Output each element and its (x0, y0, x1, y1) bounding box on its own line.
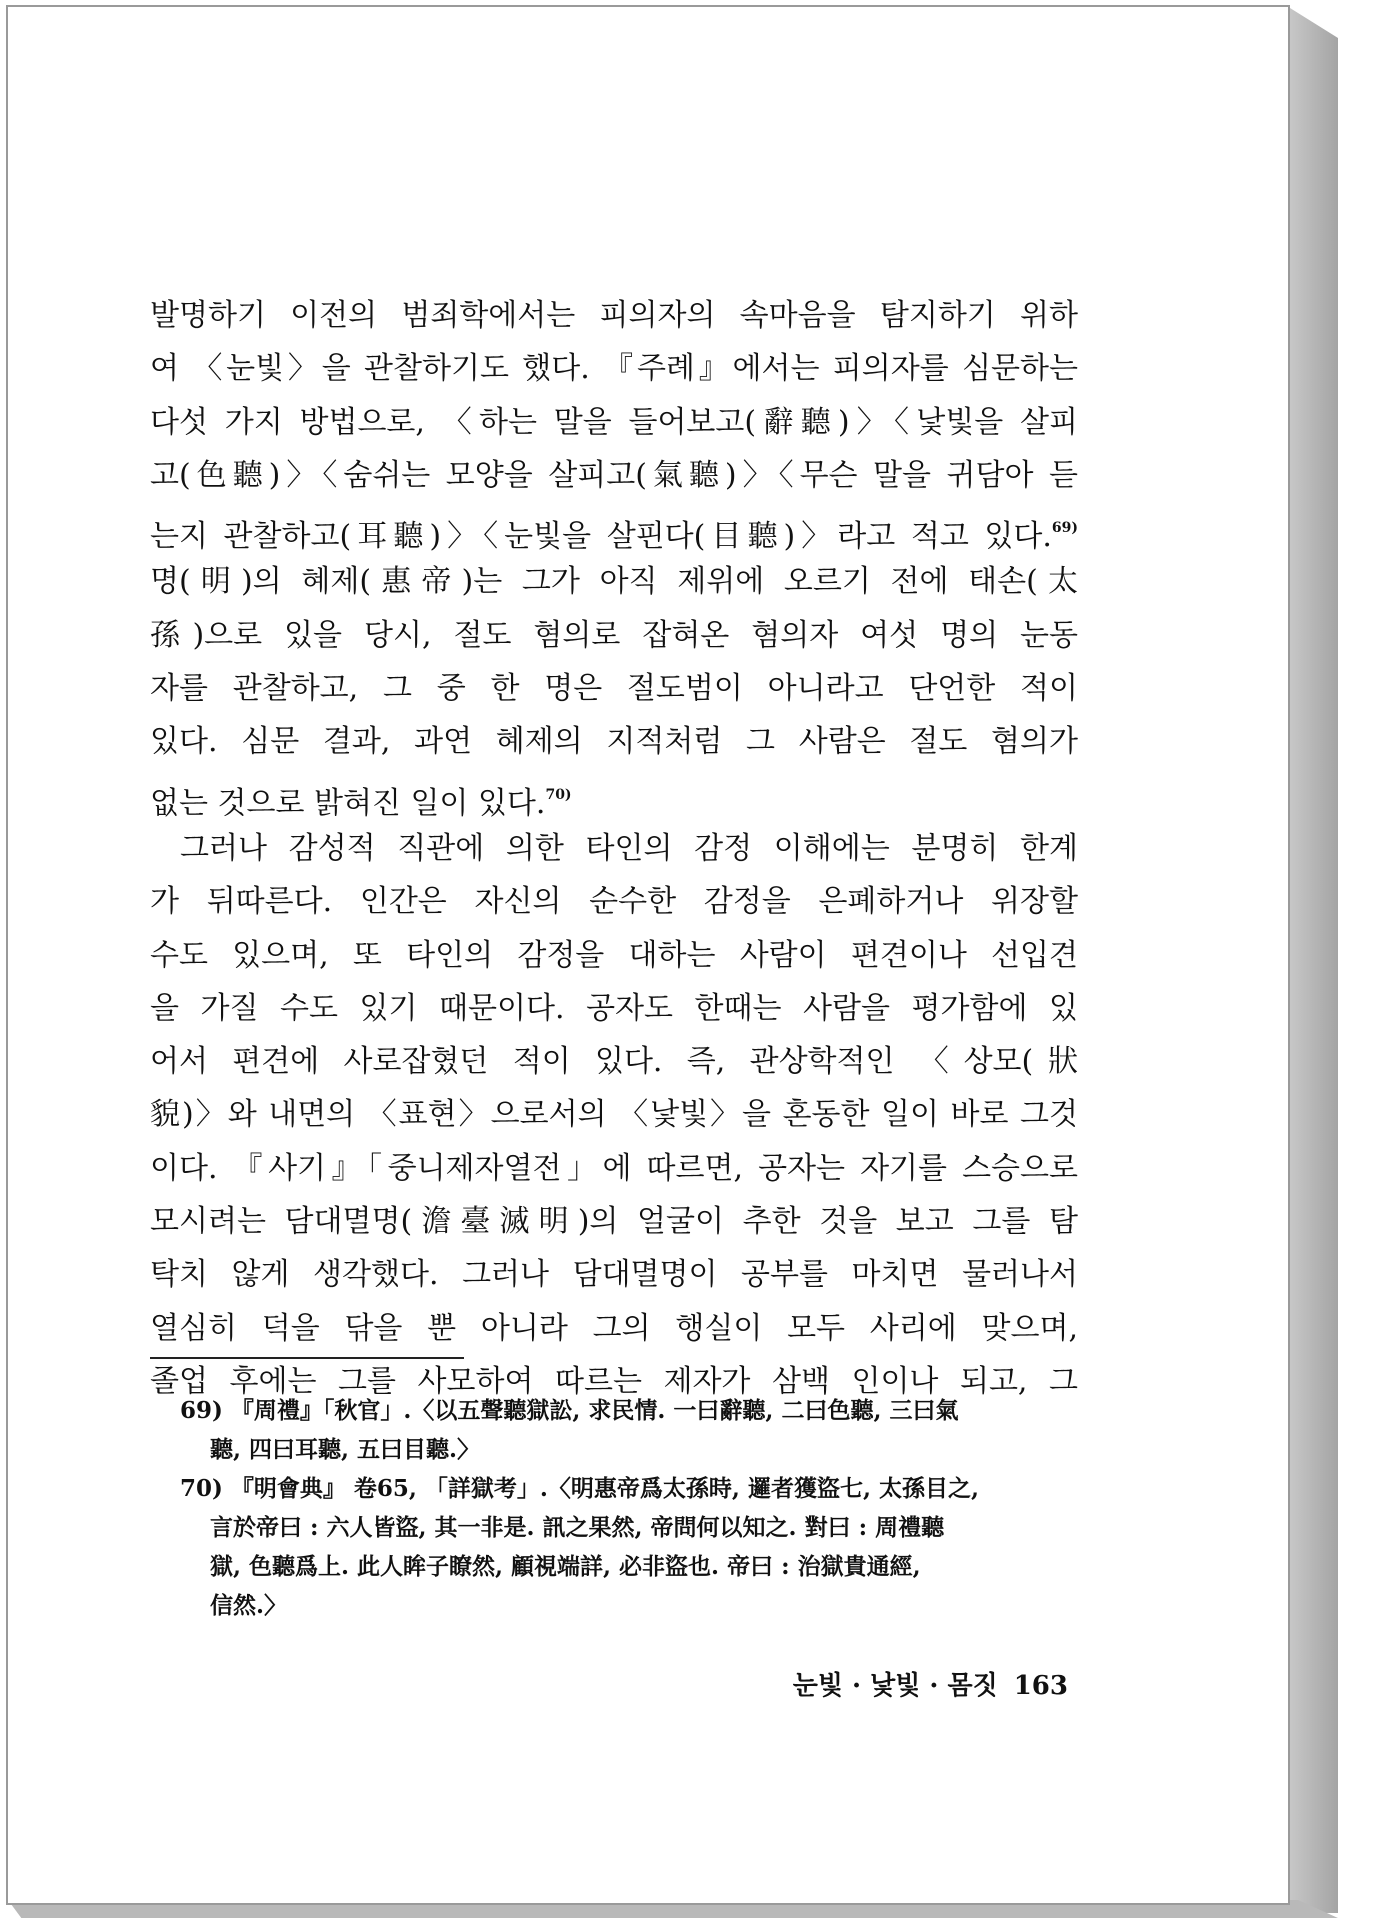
text-line: 다섯 가지 방법으로, 〈하는 말을 들어보고(辭聽)〉〈낯빛을 살피 (150, 404, 1078, 440)
footnote-line: 言於帝曰 : 六人皆盜, 其一非是. 訊之果然, 帝問何以知之. 對曰 : 周禮聽 (210, 1514, 945, 1541)
text-line: 가 뒤따른다. 인간은 자신의 순수한 감정을 은폐하거나 위장할 (150, 884, 1078, 920)
text-line: 열심히 덕을 닦을 뿐 아니라 그의 행실이 모두 사리에 맞으며, (150, 1310, 1078, 1346)
text-line: 여 〈눈빛〉을 관찰하기도 했다. 『주례』에서는 피의자를 심문하는 (150, 351, 1078, 387)
page-number: 163 (1013, 1671, 1068, 1701)
text-line: 貌)〉와 내면의 〈표현〉으로서의 〈낯빛〉을 혼동한 일이 바로 그것 (150, 1097, 1078, 1133)
text-line: 졸업 후에는 그를 사모하여 따르는 제자가 삼백 인이나 되고, 그 (150, 1363, 1078, 1399)
body-text (150, 289, 1078, 1408)
footnote-70 (180, 1469, 1070, 1625)
footnote-ref-70: 70) (545, 786, 572, 803)
text-line: 모시려는 담대멸명(澹臺滅明)의 얼굴이 추한 것을 보고 그를 탐 (150, 1204, 1078, 1240)
text-line: 없는 것으로 밝혀진 일이 있다. (150, 785, 546, 821)
text-line: 어서 편견에 사로잡혔던 적이 있다. 즉, 관상학적인 〈상모(狀 (150, 1044, 1078, 1080)
text-line: 발명하기 이전의 범죄학에서는 피의자의 속마음을 탐지하기 위하 (150, 298, 1078, 333)
text-line: 수도 있으며, 또 타인의 감정을 대하는 사람이 편견이나 선입견 (150, 937, 1078, 973)
text-line-with-footnote (150, 769, 1078, 822)
footnote-line: 獄, 色聽爲上. 此人眸子瞭然, 顧視端詳, 必非盜也. 帝曰 : 治獄貴通經, (210, 1553, 921, 1580)
text-line: 탁치 않게 생각했다. 그러나 담대멸명이 공부를 마치면 물러나서 (150, 1257, 1078, 1293)
text-line: 자를 관찰하고, 그 중 한 명은 절도범이 아니라고 단언한 적이 (150, 671, 1078, 707)
footnote-ref-69: 69) (1051, 520, 1078, 537)
text-line: 명(明)의 혜제(惠帝)는 그가 아직 제위에 오르기 전에 태손(太 (150, 564, 1078, 600)
page-edge-right (1290, 8, 1338, 1913)
running-title: 눈빛 · 낯빛 · 몸짓 (792, 1671, 998, 1701)
text-line: 는지 관찰하고(耳聽)〉〈눈빛을 살핀다(目聽)〉라고 적고 있다. (150, 519, 1052, 555)
footnote-divider (150, 1357, 464, 1359)
text-line: 고(色聽)〉〈숨쉬는 모양을 살피고(氣聽)〉〈무슨 말을 귀담아 듣 (150, 457, 1078, 493)
book-page (6, 5, 1290, 1905)
page-footer (768, 1665, 1068, 1702)
text-line: 이다. 『사기』「중니제자열전」에 따르면, 공자는 자기를 스승으로 (150, 1150, 1078, 1186)
text-line-with-footnote (150, 502, 1078, 555)
text-line: 그러나 감성적 직관에 의한 타인의 감정 이해에는 분명히 한계 (180, 830, 1078, 866)
footnote-line: 聽, 四曰耳聽, 五曰目聽.〉 (210, 1436, 481, 1463)
footnote-line: 信然.〉 (210, 1592, 288, 1619)
text-line: 있다. 심문 결과, 과연 혜제의 지적처럼 그 사람은 절도 혐의가 (150, 724, 1078, 760)
text-line: 孫)으로 있을 당시, 절도 혐의로 잡혀온 혐의자 여섯 명의 눈동 (150, 617, 1078, 653)
footnotes (180, 1391, 1070, 1625)
text-line: 을 가질 수도 있기 때문이다. 공자도 한때는 사람을 평가함에 있 (150, 990, 1078, 1026)
footnote-69 (180, 1391, 1070, 1469)
footnote-line: 70) 『明會典』 卷65, 「詳獄考」.〈明惠帝爲太孫時, 邏者獲盜七, 太孫目之, (180, 1475, 979, 1502)
footnote-line: 69) 『周禮』「秋官」.〈以五聲聽獄訟, 求民情. 一曰辭聽, 二曰色聽, 三曰氣 (180, 1397, 959, 1424)
